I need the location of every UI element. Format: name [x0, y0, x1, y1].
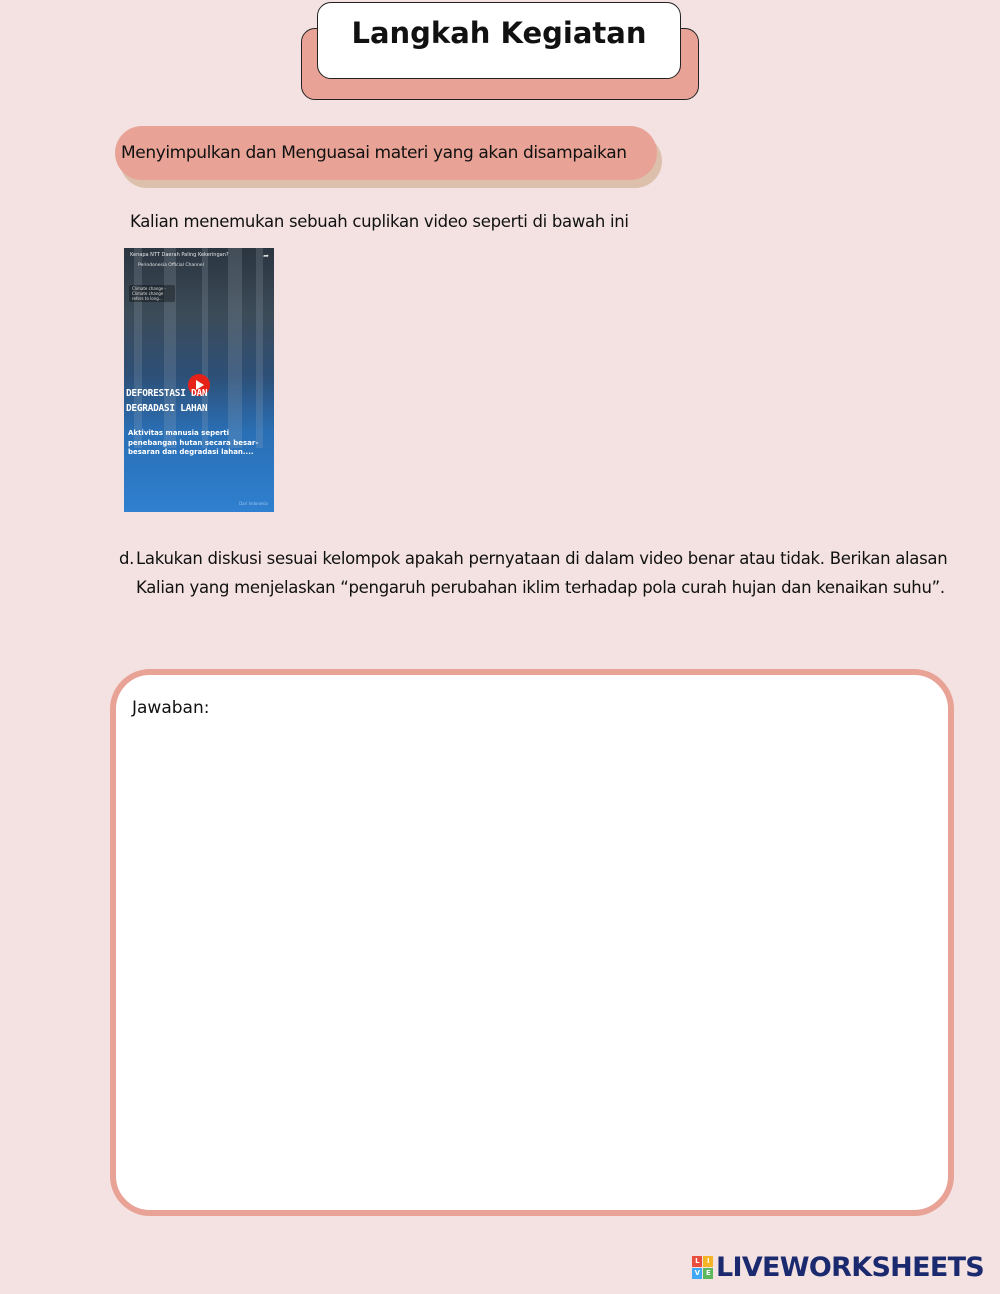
section-label: Menyimpulkan dan Menguasai materi yang akan disampaikan — [115, 126, 657, 180]
logo-letter: E — [703, 1268, 713, 1279]
logo-letter: I — [703, 1256, 713, 1267]
question-d — [119, 545, 949, 602]
video-footer-text: Dari Indonesia — [239, 501, 268, 506]
page-title: Langkah Kegiatan — [317, 2, 681, 79]
logo-text: LIVEWORKSHEETS — [716, 1252, 985, 1283]
video-body-text: Aktivitas manusia seperti penebangan hutan secara besar-besaran dan degradasi lahan.... — [128, 429, 259, 456]
tree-trunk — [134, 248, 142, 448]
logo-mark-icon — [692, 1256, 713, 1279]
question-marker: d. — [119, 549, 135, 568]
video-caption-chip: Climate change - Climate change refers to long... — [129, 285, 175, 302]
answer-box[interactable] — [110, 669, 954, 1216]
logo-letter: L — [692, 1256, 702, 1267]
video-heading-line2: DEGRADASI LAHAN — [126, 403, 208, 414]
video-channel: Perindonesia Official Channel — [138, 263, 204, 268]
answer-label: Jawaban: — [132, 698, 210, 718]
video-title: Kenapa NTT Daerah Paling Kekeringan? — [130, 252, 229, 258]
video-heading-line1: DEFORESTASI DAN — [126, 388, 208, 399]
video-thumbnail[interactable] — [124, 248, 274, 512]
tree-trunk — [228, 248, 242, 448]
liveworksheets-logo — [692, 1252, 984, 1283]
tree-trunk — [202, 248, 208, 448]
tree-trunk — [164, 248, 176, 448]
video-heading — [126, 386, 207, 416]
question-text: Lakukan diskusi sesuai kelompok apakah pernyataan di dalam video benar atau tidak. Berikan alasan Kalian yang menjelaskan “pengaruh perubahan iklim terhadap pola curah hujan dan kenaikan suhu”. — [136, 549, 948, 597]
logo-letter: V — [692, 1268, 702, 1279]
tree-trunk — [256, 248, 263, 448]
intro-text: Kalian menemukan sebuah cuplikan video seperti di bawah ini — [130, 212, 629, 231]
share-icon[interactable]: ➦ — [263, 252, 269, 260]
